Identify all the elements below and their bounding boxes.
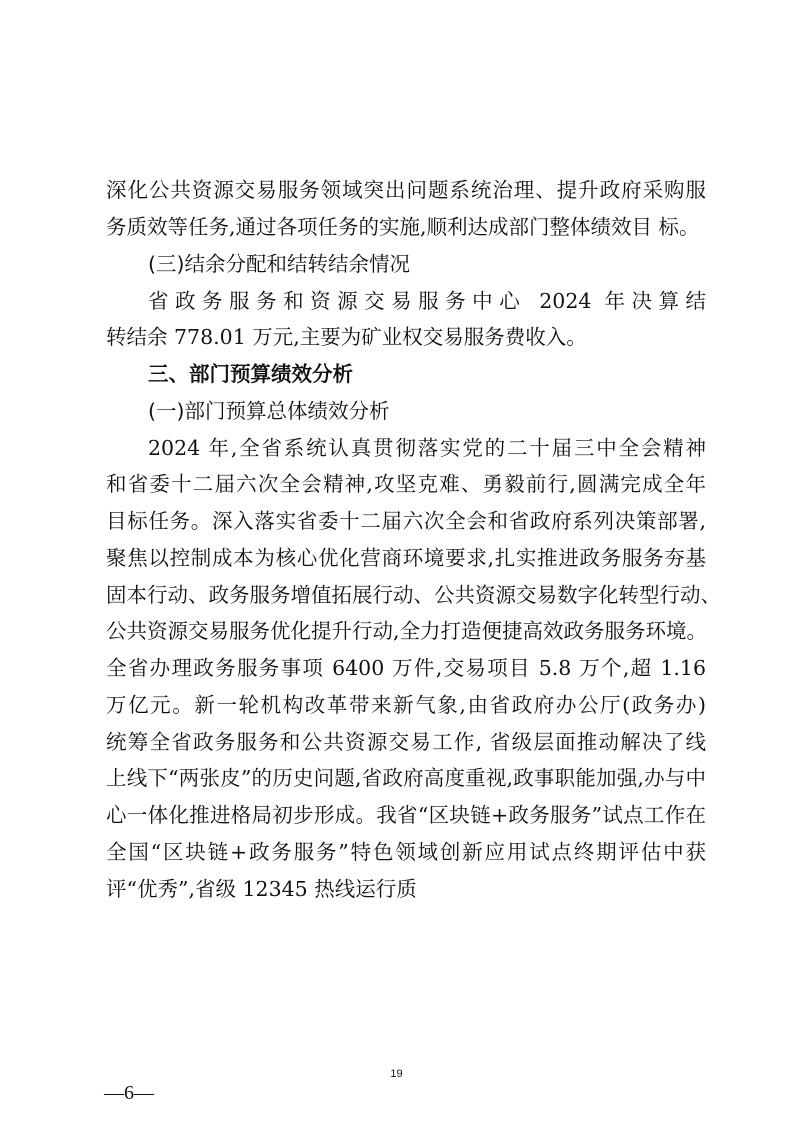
text-line-11: 聚焦以控制成本为核心优化营商环境要求,扎实推进政务服务夯基 [106, 546, 706, 570]
text-line-4: 省政务服务和资源交易服务中心 2024 年决算结 [148, 289, 706, 313]
text-line-18: 心一体化推进格局初步形成。我省“区块链+政务服务”试点工作在 [106, 803, 706, 827]
text-line-17: 上线下“两张皮”的历史问题,省政府高度重视,政事职能加强,办与中 [106, 766, 706, 790]
text-line-14: 全省办理政务服务事项 6400 万件,交易项目 5.8 万个,超 1.16 [106, 656, 706, 680]
text-line-5: 转结余 778.01 万元,主要为矿业权交易服务费收入。 [106, 325, 587, 349]
page-mark: —6— [104, 1082, 154, 1104]
text-line-10: 目标任务。深入落实省委十二届六次全会和省政府系列决策部署, [106, 509, 706, 533]
text-line-13: 公共资源交易服务优化提升行动,全力打造便捷高效政务服务环境。 [106, 619, 708, 643]
text-line-16: 统筹全省政务服务和公共资源交易工作, 省级层面推动解决了线 [106, 730, 706, 754]
text-line-8: 2024 年,全省系统认真贯彻落实党的二十届三中全会精神 [148, 436, 706, 460]
text-line-2: 务质效等任务,通过各项任务的实施,顺利达成部门整体绩效目 标。 [106, 215, 700, 239]
subsection-heading-overall: (一)部门预算总体绩效分析 [148, 399, 390, 423]
section-heading-surplus: (三)结余分配和结转结余情况 [148, 252, 410, 276]
text-line-9: 和省委十二届六次全会精神,攻坚克难、勇毅前行,圆满完成全年 [106, 472, 706, 496]
text-line-20: 评“优秀”,省级 12345 热线运行质 [106, 877, 417, 901]
text-line-1: 深化公共资源交易服务领域突出问题系统治理、提升政府采购服 [106, 178, 706, 202]
text-line-15: 万亿元。新一轮机构改革带来新气象,由省政府办公厅(政务办) [106, 693, 706, 717]
section-heading-performance: 三、部门预算绩效分析 [148, 362, 353, 386]
page-number: 19 [390, 1068, 403, 1080]
text-line-12: 固本行动、政务服务增值拓展行动、公共资源交易数字化转型行动、 [106, 583, 721, 607]
text-line-19: 全国“区块链+政务服务”特色领域创新应用试点终期评估中获 [106, 840, 706, 864]
